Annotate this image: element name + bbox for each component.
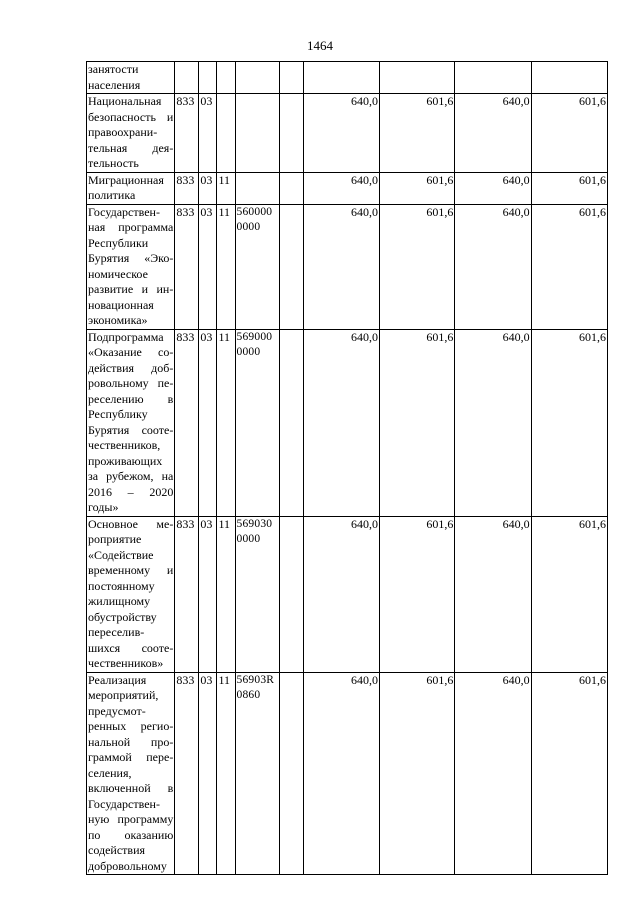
amount-cell-3: 640,0: [455, 672, 531, 875]
target-article-cell: [235, 672, 279, 875]
row-name-cell: [87, 204, 175, 329]
row-name-line: Республики: [88, 235, 149, 250]
table-row: [87, 329, 608, 516]
row-name-line: мероприятий,: [88, 688, 159, 702]
subsection-code-cell: [217, 94, 235, 173]
target-article-line: 0860: [236, 689, 261, 701]
table-row: [87, 204, 608, 329]
expense-type-cell: [279, 329, 303, 516]
expense-type-cell: [279, 172, 303, 204]
row-name-line: Бурятия «Эко-: [88, 251, 174, 265]
subsection-code-cell: 11: [217, 516, 235, 672]
section-code-cell: 03: [199, 672, 217, 875]
row-name-line: жилищному: [88, 594, 151, 608]
row-name-line: переселив-: [88, 625, 145, 639]
row-name-line: безопасность и: [88, 109, 174, 124]
amount-cell-2: 601,6: [380, 172, 455, 204]
ministry-code-cell: 833: [175, 172, 199, 204]
row-name-line: предусмот-: [88, 703, 146, 718]
target-article-line: 56903R: [236, 673, 275, 686]
row-name-line: Основное ме-: [88, 516, 174, 531]
target-article-cell: [235, 94, 279, 173]
page-number: 1464: [307, 38, 333, 53]
ministry-code-cell: 833: [175, 672, 199, 875]
row-name-line: шихся сооте-: [88, 640, 174, 655]
amount-cell-2: 601,6: [380, 329, 455, 516]
row-name-line: роприятие: [88, 532, 142, 546]
target-article-line: 0000: [236, 221, 261, 233]
target-article-line: 569000: [236, 330, 273, 343]
amount-cell-4: 601,6: [531, 516, 607, 672]
target-article-line: 0000: [236, 533, 261, 545]
amount-cell-3: 640,0: [455, 172, 531, 204]
row-name-line: за рубежом, на: [88, 469, 174, 483]
amount-cell-3: [455, 62, 531, 94]
row-name-line: чественников»: [88, 656, 164, 670]
row-name-line: развитие и ин-: [88, 282, 174, 296]
section-code-cell: 03: [199, 516, 217, 672]
row-name-line: ную программу: [88, 812, 174, 826]
amount-cell-3: 640,0: [455, 94, 531, 173]
row-name-line: селения,: [88, 765, 132, 780]
row-name-line: ренных регио-: [88, 719, 174, 733]
row-name-line: новационная: [88, 297, 154, 312]
row-name-line: тельная дея-: [88, 140, 174, 155]
amount-cell-1: 640,0: [303, 672, 379, 875]
row-name-line: содействия: [88, 843, 146, 857]
row-name-line: Государствен-: [88, 796, 160, 811]
row-name-line: экономика»: [88, 313, 148, 327]
ministry-code-cell: 833: [175, 204, 199, 329]
row-name-line: политика: [88, 188, 136, 202]
row-name-line: занятости: [88, 62, 139, 76]
ministry-code-cell: 833: [175, 516, 199, 672]
amount-cell-2: 601,6: [380, 204, 455, 329]
section-code-cell: 03: [199, 172, 217, 204]
row-name-line: чественников,: [88, 438, 161, 452]
expense-type-cell: [279, 204, 303, 329]
amount-cell-3: 640,0: [455, 204, 531, 329]
row-name-line: постоянному: [88, 578, 155, 593]
subsection-code-cell: 11: [217, 672, 235, 875]
amount-cell-3: 640,0: [455, 329, 531, 516]
row-name-line: нальной про-: [88, 734, 174, 749]
row-name-line: годы»: [88, 500, 119, 514]
amount-cell-2: 601,6: [380, 94, 455, 173]
row-name-line: Реализация: [88, 672, 147, 687]
row-name-cell: [87, 62, 175, 94]
table-row: [87, 62, 608, 94]
row-name-line: тельность: [88, 156, 139, 170]
row-name-line: проживающих: [88, 453, 163, 468]
amount-cell-1: 640,0: [303, 172, 379, 204]
table-row: [87, 94, 608, 173]
row-name-cell: [87, 516, 175, 672]
amount-cell-4: [531, 62, 607, 94]
table-row: [87, 516, 608, 672]
row-name-cell: [87, 172, 175, 204]
budget-table: [86, 61, 608, 875]
amount-cell-1: 640,0: [303, 329, 379, 516]
row-name-line: населения: [88, 77, 141, 92]
amount-cell-4: 601,6: [531, 672, 607, 875]
section-code-cell: 03: [199, 94, 217, 173]
row-name-line: временному и: [88, 563, 174, 577]
ministry-code-cell: [175, 62, 199, 94]
row-name-cell: [87, 329, 175, 516]
amount-cell-2: 601,6: [380, 516, 455, 672]
amount-cell-1: [303, 62, 379, 94]
ministry-code-cell: 833: [175, 94, 199, 173]
row-name-line: по оказанию: [88, 827, 174, 842]
row-name-line: Миграционная: [88, 172, 164, 187]
amount-cell-4: 601,6: [531, 172, 607, 204]
row-name-line: Подпрограмма: [88, 329, 164, 344]
row-name-line: граммой пере-: [88, 750, 174, 764]
table-body: [87, 62, 608, 875]
amount-cell-3: 640,0: [455, 516, 531, 672]
row-name-line: реселению в: [88, 391, 174, 406]
row-name-cell: [87, 94, 175, 173]
target-article-cell: [235, 204, 279, 329]
table-row: [87, 172, 608, 204]
subsection-code-cell: [217, 62, 235, 94]
amount-cell-4: 601,6: [531, 329, 607, 516]
expense-type-cell: [279, 672, 303, 875]
row-name-line: обустройству: [88, 609, 157, 624]
section-code-cell: 03: [199, 329, 217, 516]
table-row: [87, 672, 608, 875]
row-name-line: Бурятия соотe-: [88, 422, 174, 437]
subsection-code-cell: 11: [217, 172, 235, 204]
expense-type-cell: [279, 94, 303, 173]
expense-type-cell: [279, 516, 303, 672]
amount-cell-2: [380, 62, 455, 94]
target-article-line: 560000: [236, 205, 273, 218]
row-name-line: добровольному: [88, 858, 167, 873]
row-name-line: Государствен-: [88, 204, 160, 219]
amount-cell-1: 640,0: [303, 94, 379, 173]
subsection-code-cell: 11: [217, 329, 235, 516]
amount-cell-4: 601,6: [531, 204, 607, 329]
target-article-line: 0000: [236, 346, 261, 358]
row-name-line: включенной в: [88, 781, 174, 795]
row-name-line: Национальная: [88, 94, 162, 108]
row-name-line: действия доб-: [88, 360, 174, 375]
target-article-cell: [235, 516, 279, 672]
ministry-code-cell: 833: [175, 329, 199, 516]
subsection-code-cell: 11: [217, 204, 235, 329]
amount-cell-4: 601,6: [531, 94, 607, 173]
expense-type-cell: [279, 62, 303, 94]
amount-cell-1: 640,0: [303, 204, 379, 329]
row-name-line: «Оказание со-: [88, 345, 174, 359]
row-name-line: Республику: [88, 407, 148, 421]
row-name-line: правоохрани-: [88, 125, 158, 139]
target-article-cell: [235, 62, 279, 94]
amount-cell-1: 640,0: [303, 516, 379, 672]
target-article-cell: [235, 329, 279, 516]
row-name-line: ная программа: [88, 220, 174, 234]
row-name-line: «Содействие: [88, 547, 154, 562]
section-code-cell: 03: [199, 204, 217, 329]
target-article-cell: [235, 172, 279, 204]
amount-cell-2: 601,6: [380, 672, 455, 875]
row-name-line: номическое: [88, 266, 148, 281]
row-name-line: 2016 – 2020: [88, 484, 174, 499]
section-code-cell: [199, 62, 217, 94]
row-name-line: ровольному пе-: [88, 376, 174, 390]
row-name-cell: [87, 672, 175, 875]
target-article-line: 569030: [236, 517, 273, 530]
